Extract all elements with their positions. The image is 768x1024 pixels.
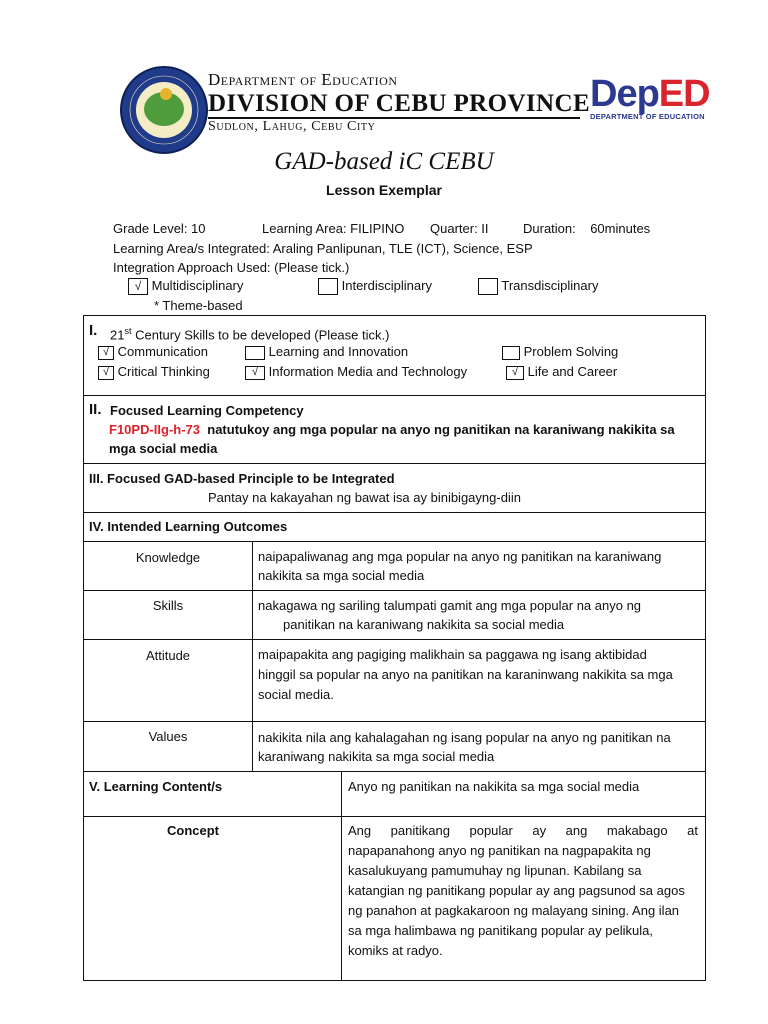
section-4-title: IV. Intended Learning Outcomes <box>89 519 288 534</box>
deped-logo-subtext: DEPARTMENT OF EDUCATION <box>590 112 705 121</box>
concept-line: ng panahon at pagkakaroon ng malayang sining. Ang ilan <box>348 903 680 918</box>
skill-label: Life and Career <box>527 364 618 379</box>
approach-transdisciplinary[interactable] <box>478 278 598 295</box>
deped-logo-dep: Dep <box>590 73 659 115</box>
skill-problem-solving[interactable] <box>502 344 618 360</box>
outcome-knowledge-line-1: naipapaliwanag ang mga popular na anyo ng panitikan na karaniwang <box>258 549 662 564</box>
concept-label-cell <box>83 816 342 981</box>
concept-line: Ang panitikang popular ay ang makabago at <box>348 823 698 838</box>
concept-text <box>348 821 698 961</box>
approach-label: Multidisciplinary <box>151 278 244 293</box>
grade-level: Grade Level: 10 <box>113 221 206 236</box>
quarter: Quarter: II <box>430 221 489 236</box>
skill-checkbox[interactable]: √ <box>98 366 114 380</box>
outcome-attitude-line-2: hinggil sa popular na anyo na panitikan na karaninwang nakikita sa mga <box>258 667 673 682</box>
deped-logo <box>590 74 710 126</box>
outcome-attitude-line-1: maipapakita ang pagiging malikhain sa paggawa ng isang aktibidad <box>258 647 647 662</box>
skill-checkbox[interactable]: √ <box>245 366 265 380</box>
approach-interdisciplinary[interactable] <box>318 278 432 295</box>
outcome-knowledge-line-2: nakikita sa mga social media <box>258 568 425 583</box>
integrated-areas: Learning Area/s Integrated: Araling Panlipunan, TLE (ICT), Science, ESP <box>113 241 533 256</box>
skill-label: Critical Thinking <box>117 364 210 379</box>
outcome-skills-line-2: panitikan na karaniwang nakikita sa social media <box>283 617 565 632</box>
learning-area: Learning Area: FILIPINO <box>262 221 405 236</box>
seal-sun <box>160 88 172 100</box>
outcome-label-attitude: Attitude <box>145 648 191 663</box>
skill-info-media-tech[interactable] <box>245 364 467 380</box>
concept-line: katangian ng panitikang popular ay ang pagsunod sa agos <box>348 883 685 898</box>
skill-life-career[interactable] <box>506 364 617 380</box>
approach-checkbox[interactable] <box>318 278 338 295</box>
section-2-line-1: F10PD-IIg-h-73 natutukoy ang mga popular na anyo ng panitikan na karaniwang nakikita sa <box>109 422 675 437</box>
skill-label: Problem Solving <box>523 344 619 359</box>
seal-emblem <box>136 82 192 138</box>
outcome-values-line-2: karaniwang nakikita sa mga social media <box>258 749 495 764</box>
approach-checkbox[interactable] <box>478 278 498 295</box>
skill-label: Learning and Innovation <box>268 344 409 359</box>
section-2-line-2: mga social media <box>109 441 218 456</box>
concept-label: Concept <box>167 823 219 838</box>
section-2-number: II. <box>89 401 102 418</box>
header-address: Sudlon, Lahug, Cebu City <box>208 119 376 134</box>
duration: Duration: 60minutes <box>523 221 651 236</box>
header-department: Department of Education <box>208 70 398 89</box>
concept-line: kasalukuyang pamumuhay ng lipunan. Kabilang sa <box>348 863 642 878</box>
skill-label: Communication <box>117 344 208 359</box>
section-5-title: V. Learning Content/s <box>89 779 223 794</box>
deped-logo-ed: ED <box>658 73 710 115</box>
skill-communication[interactable] <box>98 344 208 360</box>
section-5-text: Anyo ng panitikan na nakikita sa mga social media <box>348 779 640 794</box>
skill-checkbox[interactable]: √ <box>98 346 114 360</box>
document-subtitle: Lesson Exemplar <box>326 182 442 198</box>
section-3-title: III. Focused GAD-based Principle to be Integrated <box>89 471 395 486</box>
competency-code: F10PD-IIg-h-73 <box>109 422 201 437</box>
outcome-label-knowledge: Knowledge <box>135 550 201 565</box>
skill-critical-thinking[interactable] <box>98 364 210 380</box>
skill-checkbox[interactable]: √ <box>506 366 524 380</box>
approach-label: Transdisciplinary <box>501 278 599 293</box>
outcome-skills-line-1: nakagawa ng sariling talumpati gamit ang mga popular na anyo ng <box>258 598 642 613</box>
concept-line: komiks at radyo. <box>348 943 443 958</box>
document-title: GAD-based iC CEBU <box>274 148 494 175</box>
integration-approach-label: Integration Approach Used: (Please tick.) <box>113 260 350 275</box>
header-division: DIVISION OF CEBU PROVINCE <box>208 90 591 117</box>
outcome-values-line-1: nakikita nila ang kahalagahan ng isang popular na anyo ng panitikan na <box>258 730 671 745</box>
section-3-text: Pantay na kakayahan ng bawat isa ay binibigayng-diin <box>208 490 521 505</box>
division-seal-logo <box>120 66 208 154</box>
skill-label: Information Media and Technology <box>268 364 468 379</box>
outcome-attitude-line-3: social media. <box>258 687 334 702</box>
section-1-number: I. <box>89 322 98 339</box>
approach-label: Interdisciplinary <box>341 278 432 293</box>
skill-checkbox[interactable] <box>502 346 520 360</box>
concept-line: napapanahong anyo ng panitikan na nagpapakita ng <box>348 843 651 858</box>
concept-line: sa mga halimbawa ng panitikang popular ay pelikula, <box>348 923 653 938</box>
skill-learning-innovation[interactable] <box>245 344 408 360</box>
outcome-label-skills: Skills <box>152 598 184 613</box>
outcome-label-values: Values <box>148 729 188 744</box>
section-1-title: 21st Century Skills to be developed (Please tick.) <box>110 326 390 343</box>
theme-based-note: * Theme-based <box>154 298 243 313</box>
skill-checkbox[interactable] <box>245 346 265 360</box>
section-2-title: Focused Learning Competency <box>110 403 304 418</box>
approach-checkbox[interactable]: √ <box>128 278 148 295</box>
approach-multidisciplinary[interactable] <box>128 278 243 295</box>
